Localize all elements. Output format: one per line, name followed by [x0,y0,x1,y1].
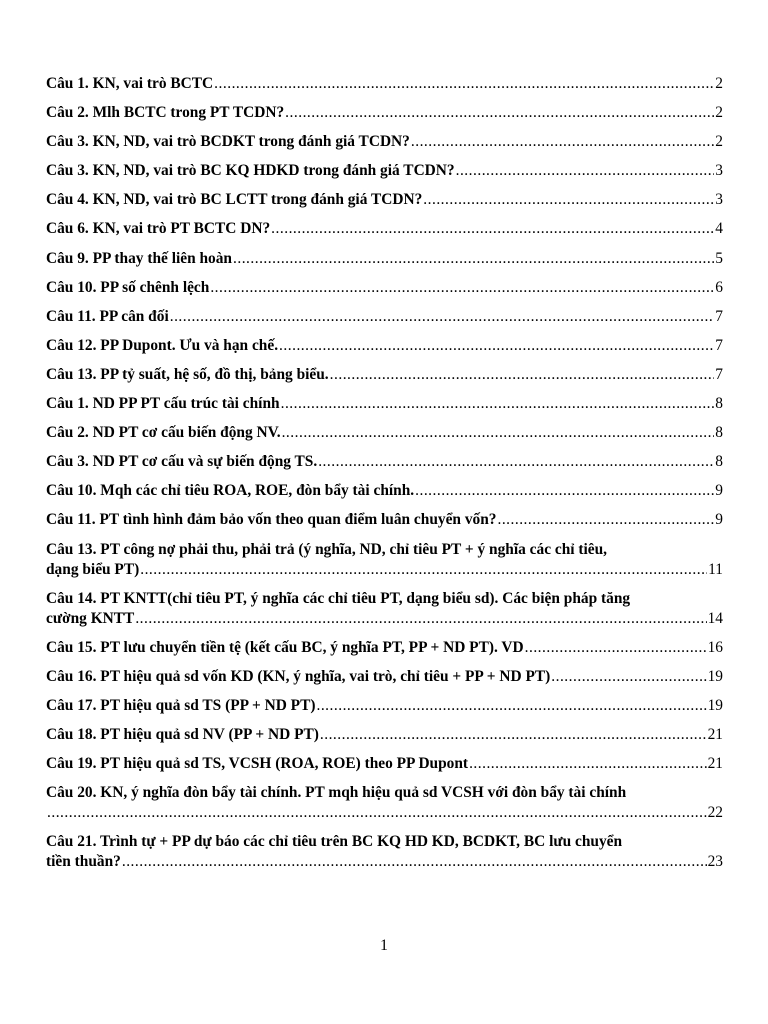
toc-entry[interactable] [46,481,723,501]
dot-leader [330,365,715,385]
toc-entry[interactable] [46,754,723,774]
dot-leader [316,696,706,716]
table-of-contents [46,74,723,881]
toc-entry-title: Câu 9. PP thay thế liên hoàn [46,249,232,267]
toc-entry[interactable] [46,394,723,414]
toc-entry-title: Câu 12. PP Dupont. Ưu và hạn chế. [46,336,279,354]
toc-entry-title: Câu 19. PT hiệu quả sd TS, VCSH (ROA, ROE) theo PP Dupont [46,754,469,772]
toc-entry-page: 2 [715,104,723,122]
toc-entry-title-line1: Câu 13. PT công nợ phải thu, phải trả (ý nghĩa, ND, chỉ tiêu PT + ý nghĩa các chỉ tiêu, [46,540,608,558]
toc-entry[interactable] [46,307,723,327]
toc-entry-title: Câu 3. KN, ND, vai trò BCDKT trong đánh giá TCDN? [46,133,410,151]
toc-entry[interactable] [46,249,723,269]
dot-leader [497,510,714,530]
toc-entry-title-line1: Câu 21. Trình tự + PP dự báo các chỉ tiêu trên BC KQ HD KD, BCDKT, BC lưu chuyển [46,832,623,850]
toc-entry-page: 11 [708,560,723,578]
toc-entry-page: 21 [707,725,723,743]
dot-leader [170,307,715,327]
dot-leader [135,609,706,629]
dot-leader [140,560,707,580]
toc-entry[interactable] [46,725,723,745]
toc-entry[interactable] [46,278,723,298]
toc-entry-page: 14 [707,609,723,627]
toc-entry-title: Câu 4. KN, ND, vai trò BC LCTT trong đánh giá TCDN? [46,191,423,209]
toc-entry[interactable] [46,132,723,152]
toc-entry-page: 6 [715,278,723,296]
toc-entry-title: Câu 13. PP tỷ suất, hệ số, đồ thị, bảng biểu. [46,365,329,383]
toc-entry-page: 8 [715,395,723,413]
dot-leader [281,394,715,414]
toc-entry[interactable] [46,452,723,472]
dot-leader [282,423,715,443]
dot-leader [551,667,706,687]
toc-entry-page: 5 [715,249,723,267]
toc-entry-title: Câu 1. KN, vai trò BCTC [46,75,214,92]
toc-entry[interactable] [46,540,723,580]
toc-entry[interactable] [46,423,723,443]
toc-entry-page: 2 [715,75,723,92]
toc-entry[interactable] [46,783,723,823]
toc-entry[interactable] [46,589,723,629]
toc-entry[interactable] [46,365,723,385]
toc-entry[interactable] [46,832,723,872]
toc-entry-title-line1: Câu 14. PT KNTT(chỉ tiêu PT, ý nghĩa các chỉ tiêu PT, dạng biểu sd). Các biện pháp tăng [46,589,631,607]
toc-entry-title: Câu 17. PT hiệu quả sd TS (PP + ND PT) [46,696,316,714]
toc-entry-title: Câu 11. PP cân đối [46,307,169,325]
toc-entry-page: 7 [715,307,723,325]
toc-entry-title-line2: cường KNTT [46,609,135,627]
toc-entry-title: Câu 1. ND PP PT cấu trúc tài chính [46,395,280,413]
dot-leader [525,638,707,658]
dot-leader [214,74,714,94]
dot-leader [415,481,714,501]
toc-entry-title: Câu 3. KN, ND, vai trò BC KQ HDKD trong đánh giá TCDN? [46,162,455,180]
toc-entry-title: Câu 3. ND PT cơ cấu và sự biến động TS. [46,453,318,471]
toc-entry[interactable] [46,74,723,94]
toc-entry[interactable] [46,667,723,687]
toc-entry-title: Câu 6. KN, vai trò PT BCTC DN? [46,220,271,238]
dot-leader [47,803,707,823]
toc-entry[interactable] [46,161,723,181]
toc-entry-page: 8 [715,453,723,471]
toc-entry-title: Câu 2. Mlh BCTC trong PT TCDN? [46,104,285,122]
dot-leader [469,754,707,774]
toc-entry-page: 19 [707,667,723,685]
toc-entry-page: 7 [715,365,723,383]
dot-leader [122,852,707,872]
dot-leader [318,452,714,472]
toc-entry-title-line2: tiền thuần? [46,852,121,870]
dot-leader [423,190,714,210]
toc-entry-page: 16 [707,638,723,656]
toc-entry-page: 23 [707,852,723,870]
toc-entry-page: 22 [707,803,723,821]
dot-leader [271,219,714,239]
toc-entry[interactable] [46,190,723,210]
toc-entry-title: Câu 11. PT tình hình đảm bảo vốn theo quan điểm luân chuyển vốn? [46,511,497,529]
toc-entry-page: 19 [707,696,723,714]
dot-leader [411,132,714,152]
toc-entry-page: 2 [715,133,723,151]
dot-leader [210,278,714,298]
toc-entry-page: 4 [715,220,723,238]
toc-entry-page: 7 [715,336,723,354]
page-number: 1 [380,937,388,954]
toc-entry-title: Câu 10. Mqh các chỉ tiêu ROA, ROE, đòn bẩy tài chính. [46,482,415,500]
dot-leader [233,249,714,269]
toc-entry[interactable] [46,336,723,356]
toc-entry[interactable] [46,696,723,716]
toc-entry[interactable] [46,219,723,239]
toc-entry-title: Câu 15. PT lưu chuyển tiền tệ (kết cấu BC, ý nghĩa PT, PP + ND PT). VD [46,638,524,656]
toc-entry[interactable] [46,638,723,658]
toc-entry[interactable] [46,510,723,530]
toc-entry-title: Câu 10. PP số chênh lệch [46,278,210,296]
toc-entry-page: 3 [715,191,723,209]
toc-entry-page: 21 [707,754,723,772]
toc-entry[interactable] [46,103,723,123]
dot-leader [279,336,714,356]
toc-entry-title: Câu 2. ND PT cơ cấu biến động NV. [46,424,281,442]
toc-entry-title-line1: Câu 20. KN, ý nghĩa đòn bẩy tài chính. PT mqh hiệu quả sd VCSH với đòn bẩy tài chính [46,783,627,801]
toc-entry-page: 8 [715,424,723,442]
dot-leader [285,103,714,123]
toc-entry-page: 9 [715,482,723,500]
toc-entry-title-line2: dạng biểu PT) [46,560,140,578]
dot-leader [456,161,715,181]
toc-entry-page: 9 [715,511,723,529]
toc-entry-page: 3 [715,162,723,180]
dot-leader [320,725,707,745]
toc-entry-title: Câu 18. PT hiệu quả sd NV (PP + ND PT) [46,725,319,743]
toc-entry-title: Câu 16. PT hiệu quả sd vốn KD (KN, ý nghĩa, vai trò, chỉ tiêu + PP + ND PT) [46,667,551,685]
